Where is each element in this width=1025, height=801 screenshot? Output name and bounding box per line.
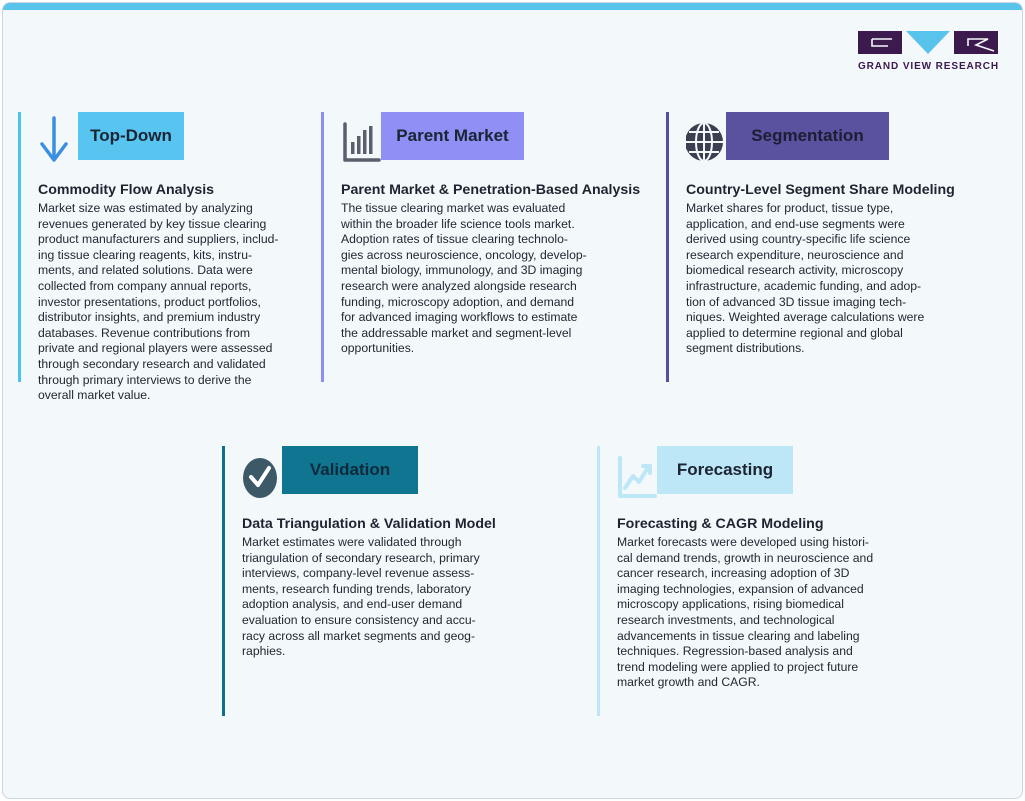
grand-view-research-logo bbox=[858, 31, 1000, 75]
body-line: overall market value. bbox=[38, 388, 151, 403]
logo-block-r bbox=[954, 31, 998, 54]
check-circle-icon bbox=[242, 450, 286, 498]
tag-top-down: Top-Down bbox=[78, 112, 184, 160]
card-title: Country-Level Segment Share Modeling bbox=[686, 182, 955, 198]
body-line: derived using country-specific life science bbox=[686, 232, 911, 247]
body-line: application, and end-use segments were bbox=[686, 216, 905, 231]
tag-parent-market: Parent Market bbox=[381, 112, 524, 160]
body-line: funding, microscopy adoption, and demand bbox=[341, 294, 575, 309]
body-line: cancer research, increasing adoption of 3D bbox=[617, 566, 850, 581]
body-line: ments, research funding trends, laboratory bbox=[242, 581, 471, 596]
bar-chart-icon bbox=[341, 116, 385, 164]
card-body bbox=[38, 201, 300, 404]
body-line: biomedical research activity, microscopy bbox=[686, 263, 904, 278]
body-line: cal demand trends, growth in neuroscience and bbox=[617, 550, 874, 565]
body-line: racy across all market segments and geog- bbox=[242, 628, 476, 643]
body-line: Market forecasts were developed using histori- bbox=[617, 535, 869, 549]
tag-forecasting: Forecasting bbox=[657, 446, 793, 494]
body-line: raphies. bbox=[242, 644, 286, 659]
body-line: ments, and related solutions. Data were bbox=[38, 263, 253, 278]
logo-block-g bbox=[858, 31, 902, 54]
body-line: for advanced imaging workflows to estimate bbox=[341, 310, 578, 325]
body-line: distributor insights, and premium industry bbox=[38, 310, 261, 325]
body-line: databases. Revenue contributions from bbox=[38, 325, 251, 340]
body-line: Market estimates were validated through bbox=[242, 535, 462, 549]
top-accent-bar bbox=[3, 3, 1022, 10]
body-line: ing tissue clearing reagents, kits, instru- bbox=[38, 247, 253, 262]
body-line: through secondary research and validated bbox=[38, 356, 266, 371]
body-line: The tissue clearing market was evaluated bbox=[341, 201, 566, 215]
globe-icon bbox=[686, 116, 730, 164]
tag-validation: Validation bbox=[282, 446, 418, 494]
card-body bbox=[617, 535, 895, 691]
body-line: private and regional players were assessed bbox=[38, 341, 273, 356]
card-body bbox=[341, 201, 603, 357]
card-divider-line bbox=[666, 112, 669, 382]
body-line: adoption analysis, and end-user demand bbox=[242, 597, 463, 612]
body-line: research expenditure, neuroscience and bbox=[686, 247, 904, 262]
body-line: triangulation of secondary research, primary bbox=[242, 550, 480, 565]
card-divider-line bbox=[18, 112, 21, 382]
body-line: microscopy applications, rising biomedical bbox=[617, 597, 844, 612]
body-line: Market size was estimated by analyzing bbox=[38, 201, 253, 215]
body-line: niques. Weighted average calculations were bbox=[686, 310, 925, 325]
body-line: gies across neuroscience, oncology, develop- bbox=[341, 247, 587, 262]
card-body bbox=[242, 535, 504, 660]
body-line: research were analyzed alongside research bbox=[341, 278, 577, 293]
body-line: Adoption rates of tissue clearing technolo- bbox=[341, 232, 568, 247]
body-line: imaging technologies, expansion of advanced bbox=[617, 581, 864, 596]
card-title: Data Triangulation & Validation Model bbox=[242, 516, 496, 532]
body-line: tion of advanced 3D tissue imaging tech- bbox=[686, 294, 907, 309]
logo-wordmark: GRAND VIEW RESEARCH bbox=[858, 61, 999, 72]
card-title: Commodity Flow Analysis bbox=[38, 182, 215, 198]
body-line: product manufacturers and suppliers, includ- bbox=[38, 232, 279, 247]
body-line: through primary interviews to derive the bbox=[38, 372, 252, 387]
body-line: collected from company annual reports, bbox=[38, 278, 252, 293]
body-line: trend modeling were applied to project future bbox=[617, 659, 859, 674]
body-line: infrastructure, academic funding, and adop- bbox=[686, 278, 922, 293]
body-line: Market shares for product, tissue type, bbox=[686, 201, 894, 215]
tag-segmentation: Segmentation bbox=[726, 112, 889, 160]
logo-block-v bbox=[906, 31, 950, 54]
body-line: segment distributions. bbox=[686, 341, 805, 356]
card-title: Parent Market & Penetration-Based Analysis bbox=[341, 182, 641, 198]
body-line: applied to determine regional and global bbox=[686, 325, 903, 340]
card-divider-line bbox=[321, 112, 324, 382]
body-line: research investments, and technological bbox=[617, 612, 835, 627]
body-line: investor presentations, product portfolios, bbox=[38, 294, 261, 309]
body-line: techniques. Regression-based analysis and bbox=[617, 644, 853, 659]
card-title: Forecasting & CAGR Modeling bbox=[617, 516, 824, 532]
body-line: advancements in tissue clearing and labeling bbox=[617, 628, 860, 643]
body-line: within the broader life science tools market. bbox=[341, 216, 575, 231]
body-line: market growth and CAGR. bbox=[617, 675, 760, 690]
logo-mark bbox=[858, 31, 1000, 54]
methodology-panel bbox=[2, 2, 1023, 799]
card-divider-line bbox=[222, 446, 225, 716]
trend-chart-icon bbox=[617, 450, 661, 498]
body-line: mental biology, immunology, and 3D imaging bbox=[341, 263, 583, 278]
body-line: interviews, company-level revenue assess- bbox=[242, 566, 475, 581]
arrow-down-icon bbox=[38, 116, 82, 164]
card-divider-line bbox=[597, 446, 600, 716]
body-line: opportunities. bbox=[341, 341, 415, 356]
body-line: revenues generated by key tissue clearing bbox=[38, 216, 267, 231]
card-body bbox=[686, 201, 948, 357]
body-line: evaluation to ensure consistency and accu- bbox=[242, 612, 476, 627]
body-line: the addressable market and segment-level bbox=[341, 325, 572, 340]
